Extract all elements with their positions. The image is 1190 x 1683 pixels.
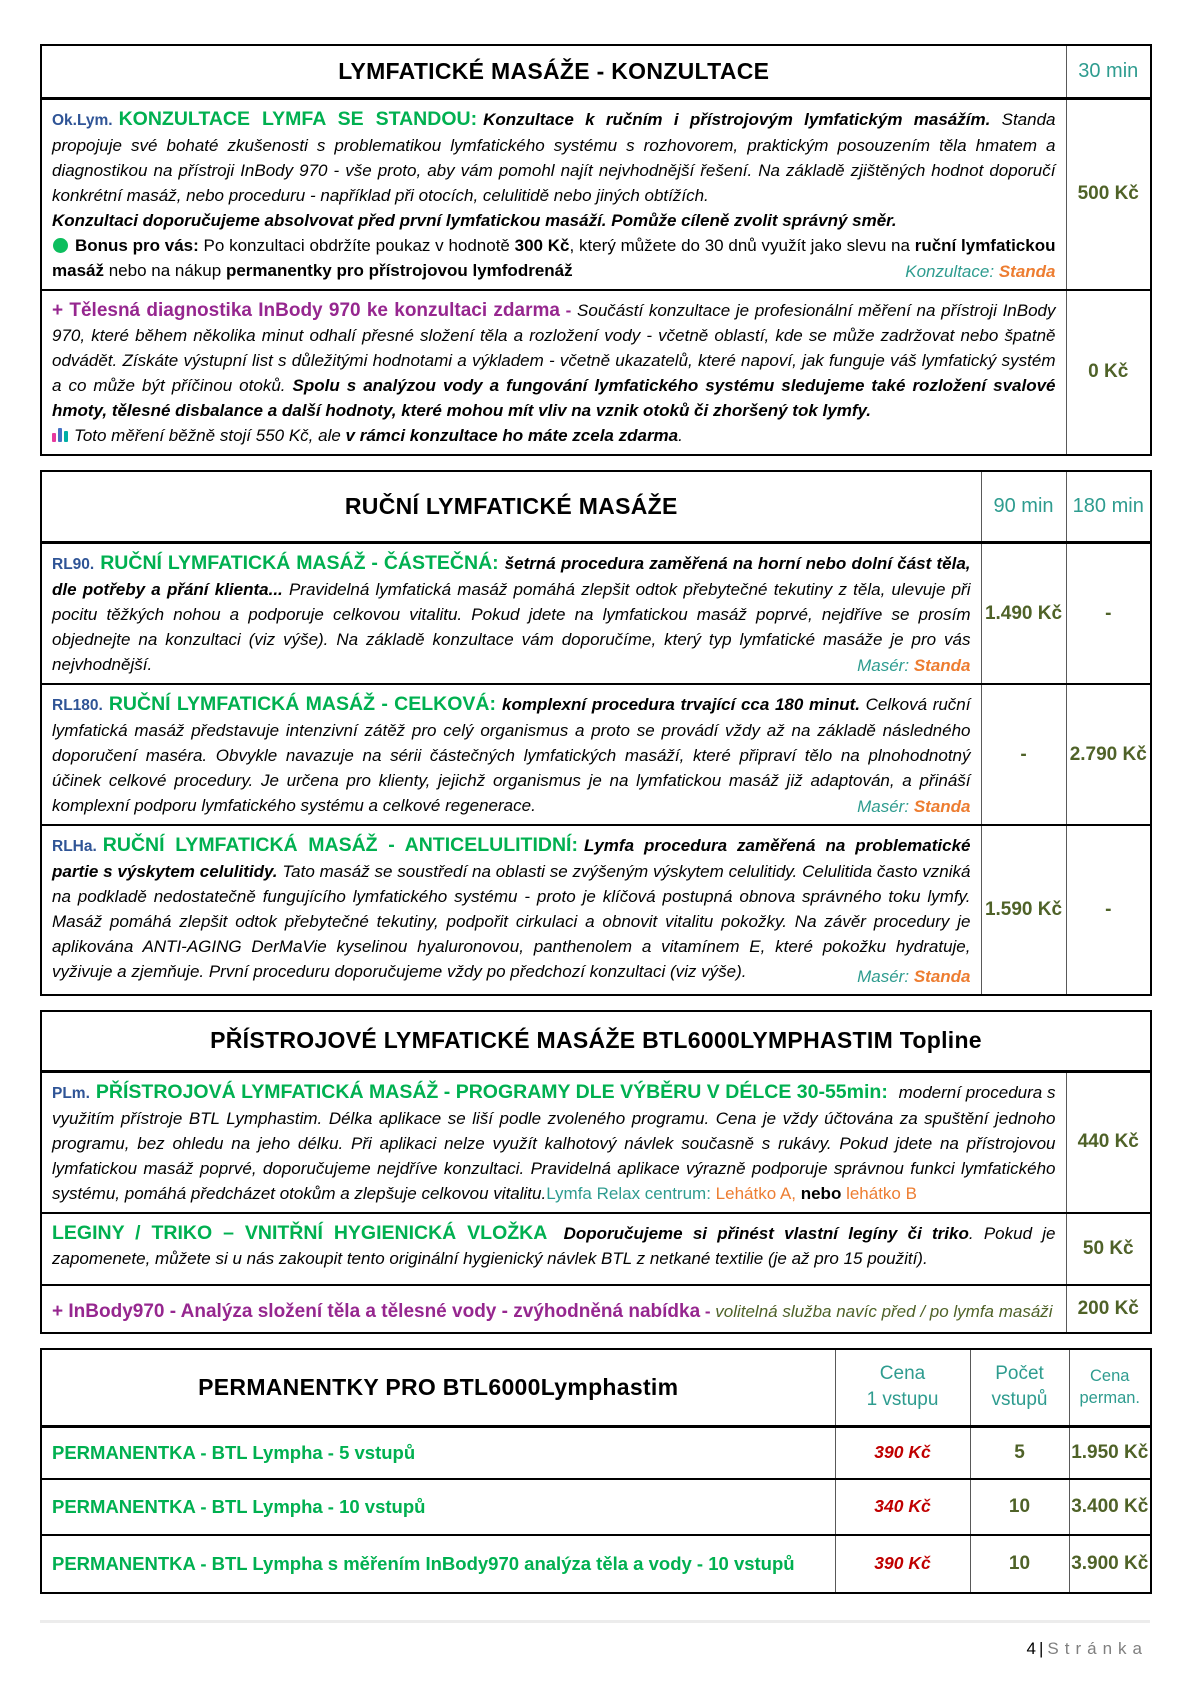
service-heading: RUČNÍ LYMFATICKÁ MASÁŽ - CELKOVÁ:	[108, 693, 497, 715]
footer-text	[40, 1639, 1150, 1659]
bonus-text-2: , který můžete do 30 dnů využít jako slevu na	[569, 235, 915, 255]
inbody-note-period: .	[678, 425, 683, 445]
rucni-masaze-header-row	[41, 471, 1151, 543]
leginy-price-cell: 50 Kč	[1066, 1213, 1151, 1285]
rucni-masaze-table	[40, 470, 1152, 997]
service-heading: RUČNÍ LYMFATICKÁ MASÁŽ - ANTICELULITIDNÍ:	[102, 834, 578, 856]
masaz-castecna-description-cell	[41, 543, 981, 685]
duration-90min: 90 min	[993, 494, 1054, 517]
therapist-role-label: Masér:	[857, 797, 910, 816]
duration-180min: 180 min	[1072, 494, 1144, 517]
inbody-note-line	[52, 423, 1056, 448]
service-body: Tato masáž se soustředí na oblasti se zvýšeným výskytem celulitidy. Celulitida často vzniká na podkladě nedostatečně fungujícího lymfatického systému - proto je klíčová postupná obnova správného toku lymfy. Masáž pomáhá zlepšit odtok přebytečné tekutiny, podpořit cirkulaci a obnovit vitalitu pokožky. Na závěr procedury je aplikována ANTI-AGING DerMaVie kyselinou hyaluronovou, panthenolem a vitamínem E, které pokožku hydratuje, vyživuje a zjemňuje. První proceduru doporučujeme vždy po předchozí konzultaci (viz výše).	[52, 862, 971, 981]
centrum-label: Lymfa Relax centrum:	[546, 1183, 716, 1203]
konzultace-paragraph	[52, 107, 1056, 208]
footer-divider	[40, 1620, 1150, 1623]
col-header-cena-line2: 1 vstupu	[866, 1389, 939, 1411]
footer-page-label: Stránka	[1047, 1638, 1148, 1658]
service-lead: šetrná procedura zaměřená na horní nebo dolní část těla, dle potřeby a přání klienta...	[52, 554, 971, 599]
bar-chart-icon	[52, 427, 68, 442]
col-header-pocet-line1: Počet	[995, 1363, 1044, 1385]
pristrojova-masaz-description-cell	[41, 1071, 1066, 1213]
permanentka-unit-price: 390 Kč	[835, 1427, 970, 1479]
service-body: Celková ruční lymfatická masáž představuje intenzivní zátěž pro celý organismus a proto se provádí vždy až na základě následného doporučení maséra. Obvykle navazuje na sérii částečných lymfatických masáží, které připraví tělo na plnohodnotný účinek celkové procedury. Je určena pro klienty, jejichž organismus je na lymfatickou masáž již adaptován, a přináší komplexní podporu lymfatického systému a celkové regenerace.	[52, 695, 971, 815]
green-bullet-icon	[53, 238, 68, 253]
service-lead: komplexní procedura trvající cca 180 minut.	[502, 695, 860, 714]
inbody-diagnostika-paragraph	[52, 298, 1056, 423]
nebo-text: nebo	[796, 1183, 847, 1203]
permanentka-name: PERMANENTKA - BTL Lympha s měřením InBody970 analýza těla a vody - 10 vstupů	[41, 1535, 835, 1593]
leginy-heading: LEGINY / TRIKO – VNITŘNÍ HYGIENICKÁ VLOŽKA	[52, 1221, 548, 1244]
konzultace-advice: Konzultaci doporučujeme absolvovat před první lymfatickou masáží. Pomůže cíleně zvolit správný směr.	[52, 210, 897, 230]
permanentka-name: PERMANENTKA - BTL Lympha - 5 vstupů	[41, 1427, 835, 1479]
masaz-castecna-paragraph	[52, 551, 971, 677]
konzultace-table-title: LYMFATICKÉ MASÁŽE - KONZULTACE	[338, 57, 770, 84]
inbody-analyza-description-cell	[41, 1285, 1066, 1333]
bonus-text-3: nebo na nákup	[103, 260, 226, 280]
therapist-name: Standa	[913, 797, 971, 816]
bonus-bold-2: permanentky pro přístrojovou lymfodrenáž	[225, 260, 573, 280]
therapist-role-label: Konzultace:	[905, 261, 995, 281]
inbody-analyza-row	[41, 1285, 1151, 1333]
leginy-row	[41, 1213, 1151, 1285]
permanentky-table	[40, 1348, 1152, 1594]
service-heading: PŘÍSTROJOVÁ LYMFATICKÁ MASÁŽ - PROGRAMY DLE VÝBĚRU V DÉLCE 30-55min:	[95, 1080, 888, 1103]
inbody-analyza-clipped-text	[42, 1293, 1066, 1324]
service-code: PLm.	[52, 1084, 90, 1102]
therapist-name: Standa	[998, 261, 1056, 281]
pristrojove-title-cell	[41, 1011, 1151, 1071]
bonus-amount: 300 Kč	[514, 235, 570, 255]
rucni-masaze-table-title: RUČNÍ LYMFATICKÉ MASÁŽE	[344, 492, 678, 519]
masaz-anticelulitidni-paragraph	[52, 833, 971, 984]
inbody-diagnostika-heading: + Tělesná diagnostika InBody 970 ke konzultaci zdarma	[52, 299, 560, 321]
konzultace-price-cell: 500 Kč	[1066, 98, 1151, 290]
inbody-analyza-heading: + InBody970 - Analýza složení těla a tělesné vody - zvýhodněná nabídka	[52, 1301, 701, 1322]
masaz-castecna-price-180: -	[1066, 543, 1151, 685]
therapist-role-label: Masér:	[857, 656, 910, 675]
masaz-celkova-description-cell	[41, 684, 981, 825]
permanentky-header-row	[41, 1349, 1151, 1427]
permanentka-total-price: 3.400 Kč	[1069, 1479, 1151, 1535]
konzultace-description-cell	[41, 98, 1066, 290]
konzultace-row	[41, 98, 1151, 290]
pristrojova-masaz-row	[41, 1071, 1151, 1213]
col-header-pocet-vstupu	[970, 1349, 1069, 1427]
footer-separator: |	[1038, 1638, 1044, 1658]
konzultace-duration-cell	[1066, 45, 1151, 98]
therapist-role-label: Masér:	[857, 967, 910, 986]
permanentka-total-price: 3.900 Kč	[1069, 1535, 1151, 1593]
col-header-cena-perman	[1069, 1349, 1151, 1427]
konzultace-table-title-cell	[41, 45, 1066, 98]
duration-30min: 30 min	[1078, 59, 1139, 82]
bonus-text-1: Po konzultaci obdržíte poukaz v hodnotě	[198, 235, 515, 255]
page-footer	[40, 1620, 1150, 1659]
heading-dash: -	[559, 300, 578, 320]
masaz-celkova-row	[41, 684, 1151, 825]
masaz-celkova-paragraph	[52, 692, 971, 818]
inbody-analyza-note: volitelná služba navíc před / po lymfa masáži	[715, 1302, 1053, 1321]
therapist-note	[851, 964, 970, 989]
service-body: Pravidelná lymfatická masáž pomáhá zlepšit odtok přebytečné tekutiny z těla, ulevuje při pocitu těžkých nohou a podporuje celkovou vitalitu. Pokud jdete na lymfatickou masáž poprvé, nejdříve se prosím objednejte na konzultaci (viz výše). Na základě konzultace vám doporučíme, který typ lymfatické masáže je pro vás nejvhodnější.	[52, 580, 971, 674]
heading-dash: -	[700, 1302, 716, 1321]
masaz-celkova-price-90: -	[981, 684, 1066, 825]
pristrojove-table-title: PŘÍSTROJOVÉ LYMFATICKÉ MASÁŽE BTL6000LYMPHASTIM Topline	[210, 1027, 982, 1054]
therapist-name: Standa	[913, 656, 971, 675]
pristrojova-masaz-paragraph	[52, 1080, 1056, 1206]
pristrojova-masaz-price-cell: 440 Kč	[1066, 1071, 1151, 1213]
leginy-body: . Pokud je zapomenete, můžete si u nás zakoupit tento originální hygienický návlek BTL z netkané textilie (je až pro 15 použití).	[52, 1223, 1056, 1268]
konzultace-header-row	[41, 45, 1151, 98]
masaz-castecna-price-90: 1.490 Kč	[981, 543, 1066, 685]
inbody-note-text: Toto měření běžně stojí 550 Kč, ale	[74, 425, 346, 445]
permanentka-unit-price: 340 Kč	[835, 1479, 970, 1535]
therapist-name: Standa	[913, 967, 971, 986]
inbody-note-bold: v rámci konzultace ho máte zcela zdarma	[345, 425, 679, 445]
duration-180min-cell	[1066, 471, 1151, 543]
masaz-castecna-row	[41, 543, 1151, 685]
service-body: moderní procedura s využitím přístroje BTL Lymphastim. Délka aplikace se liší podle zvoleného programu. Cena je vždy účtována za spuštění jednoho programu, bez ohledu na jeho délku. Při aplikaci nelze využít kalhotový návlek současně s rukávy. Pokud jdete na přístrojovou lymfatickou masáž poprvé, doporučujeme nejdříve konzultaci. Pravidelná aplikace výrazně podporuje správnou funkci lymfatického systému, pomáhá předcházet otokům a zlepšuje celkovou vitalitu.	[52, 1082, 1056, 1203]
rucni-masaze-title-cell	[41, 471, 981, 543]
bonus-bold-1: ruční lymfatickou masáž	[52, 235, 1056, 280]
permanentka-name: PERMANENTKA - BTL Lympha - 10 vstupů	[41, 1479, 835, 1535]
masaz-anticelulitidni-price-180: -	[1066, 825, 1151, 995]
footer-page-number: 4	[1026, 1638, 1036, 1658]
permanentka-entry-count: 10	[970, 1479, 1069, 1535]
leginy-description-cell	[41, 1213, 1066, 1285]
therapist-note	[851, 653, 970, 678]
inbody-diagnostika-body: Součástí konzultace je profesionální měření na přístroji InBody 970, které během několika minut odhalí přesné složení těla a rozložení vody - včetně oblastí, kde se může zadržovat nebo špatně odvádět. Získáte výstupní list s důležitými hodnotami a výkladem - včetně ukazatelů, které napoví, jak funguje váš lymfatický systém a co může být příčinou otoků.	[52, 300, 1056, 395]
service-code: RLHa.	[52, 838, 97, 855]
permanentky-title-cell	[41, 1349, 835, 1427]
masaz-anticelulitidni-price-90: 1.590 Kč	[981, 825, 1066, 995]
service-code: Ok.Lym.	[52, 111, 113, 129]
permanentka-5-vstupu-row	[41, 1427, 1151, 1479]
bonus-label: Bonus pro vás:	[75, 235, 199, 255]
col-header-pocet-line2: vstupů	[991, 1389, 1048, 1411]
inbody-diagnostika-body-bold: Spolu s analýzou vody a fungování lymfatického systému sledujeme také rozložení svalové hmoty, tělesné disbalance a další hodnoty, které mohou mít vliv na vznik otoků či zhoršený tok lymfy.	[52, 375, 1056, 420]
masaz-anticelulitidni-row	[41, 825, 1151, 995]
service-heading: RUČNÍ LYMFATICKÁ MASÁŽ - ČÁSTEČNÁ:	[100, 552, 499, 574]
permanentka-10-vstupu-row	[41, 1479, 1151, 1535]
service-body: Standa propojuje své bohaté zkušenosti s problematikou lymfatického systému s rozhovorem, praktickým posouzením těla hmatem a diagnostikou na přístroji InBody 970 - vše proto, aby vám pomohl najít nejvhodnější řešení. Na základě zjištěných hodnot doporučí konkrétní masáž, nebo proceduru - například při otocích, celulitidě nebo jiných obtížích.	[52, 109, 1056, 205]
permanentka-inbody-10-vstupu-row	[41, 1535, 1151, 1593]
permanentka-entry-count: 5	[970, 1427, 1069, 1479]
col-header-perman-line1: Cena	[1090, 1367, 1130, 1386]
inbody-diagnostika-row	[41, 290, 1151, 455]
leginy-paragraph	[52, 1221, 1056, 1271]
service-lead: Konzultace k ručním i přístrojovým lymfatickým masážím.	[483, 109, 991, 129]
leginy-lead: Doporučujeme si přinést vlastní legíny či triko	[553, 1223, 969, 1243]
pristrojove-masaze-table	[40, 1010, 1152, 1334]
permanentky-table-title: PERMANENTKY PRO BTL6000Lymphastim	[198, 1373, 679, 1400]
bed-a-label: Lehátko A,	[715, 1183, 796, 1203]
col-header-cena-line1: Cena	[879, 1363, 926, 1385]
col-header-cena-vstupu	[835, 1349, 970, 1427]
service-lead: Lymfa procedura zaměřená na problematické partie s výskytem celulitidy.	[52, 836, 971, 881]
service-code: RL90.	[52, 556, 95, 573]
permanentka-unit-price: 390 Kč	[835, 1535, 970, 1593]
inbody-diagnostika-description-cell	[41, 290, 1066, 455]
konzultace-table	[40, 44, 1152, 456]
service-heading: KONZULTACE LYMFA SE STANDOU:	[118, 107, 478, 130]
inbody-diagnostika-price-cell: 0 Kč	[1066, 290, 1151, 455]
therapist-note	[851, 794, 970, 819]
permanentka-total-price: 1.950 Kč	[1069, 1427, 1151, 1479]
service-code: RL180.	[52, 697, 103, 714]
pristrojove-header-row	[41, 1011, 1151, 1071]
masaz-anticelulitidni-description-cell	[41, 825, 981, 995]
permanentka-entry-count: 10	[970, 1535, 1069, 1593]
col-header-perman-line2: perman.	[1079, 1389, 1141, 1408]
bed-b-label: lehátko B	[846, 1183, 917, 1203]
therapist-note	[899, 259, 1055, 284]
masaz-celkova-price-180: 2.790 Kč	[1066, 684, 1151, 825]
duration-90min-cell	[981, 471, 1066, 543]
inbody-analyza-price-cell: 200 Kč	[1066, 1285, 1151, 1333]
